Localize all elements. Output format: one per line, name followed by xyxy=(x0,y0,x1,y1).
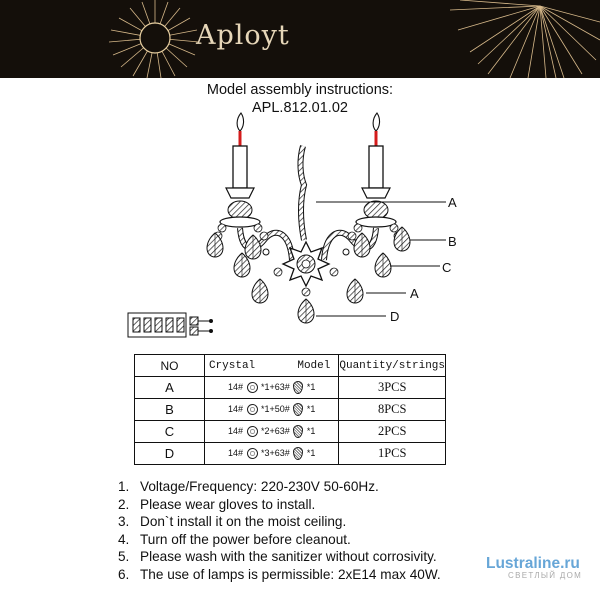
row-model xyxy=(204,443,338,465)
header-crystal-model xyxy=(204,355,338,377)
crystal-count: *1+50# xyxy=(261,403,290,414)
table-row xyxy=(135,443,446,465)
instruction-text: Don`t install it on the moist ceiling. xyxy=(140,514,347,530)
list-item: 2. Please wear gloves to install. xyxy=(118,496,316,512)
row-model xyxy=(204,377,338,399)
row-no: C xyxy=(135,421,205,443)
list-item: 4. Turn off the power before cleanout. xyxy=(118,531,351,547)
part-label-d: D xyxy=(390,309,400,324)
wiring-diagram xyxy=(128,313,213,337)
instruction-list xyxy=(118,478,441,584)
part-label-b: B xyxy=(448,234,457,249)
instruction-text: The use of lamps is permissible: 2xE14 max 40W. xyxy=(140,566,441,582)
drop-crystal-icon xyxy=(293,381,303,394)
part-label-a-bottom: A xyxy=(410,286,419,301)
octagon-crystal-icon xyxy=(247,382,258,393)
table-row xyxy=(135,421,446,443)
header-model: Model xyxy=(297,359,331,372)
list-item: 3. Don`t install it on the moist ceiling. xyxy=(118,514,347,530)
list-item: 6. The use of lamps is permissible: 2xE14 max 40W. xyxy=(118,566,441,582)
row-no: A xyxy=(135,377,205,399)
page-title: Model assembly instructions: xyxy=(206,82,394,98)
drop-crystal-icon xyxy=(293,425,303,438)
drop-count: *1 xyxy=(306,447,316,458)
crystal-count: *3+63# xyxy=(261,447,290,458)
drop-count: *1 xyxy=(306,425,316,436)
crystal-size: 14# xyxy=(227,403,243,414)
header-crystal: Crystal xyxy=(208,359,256,372)
crystal-table xyxy=(134,354,446,465)
row-quantity: 8PCS xyxy=(339,399,446,421)
instruction-text: Please wear gloves to install. xyxy=(140,496,316,512)
row-model xyxy=(204,399,338,421)
crystal-size: 14# xyxy=(227,381,243,392)
crystal-count: *1+63# xyxy=(261,381,290,392)
drop-crystal-icon xyxy=(293,447,303,460)
header-no: NO xyxy=(135,355,205,377)
row-quantity: 1PCS xyxy=(339,443,446,465)
table-row xyxy=(135,377,446,399)
part-label-c: C xyxy=(442,260,452,275)
brand-name: Aployt xyxy=(196,20,290,51)
row-quantity: 2PCS xyxy=(339,421,446,443)
crystal-count: *2+63# xyxy=(261,425,290,436)
table-row xyxy=(135,399,446,421)
drop-count: *1 xyxy=(306,381,316,392)
row-no: D xyxy=(135,443,205,465)
row-no: B xyxy=(135,399,205,421)
table-header-row xyxy=(135,355,446,377)
row-quantity: 3PCS xyxy=(339,377,446,399)
octagon-crystal-icon xyxy=(247,448,258,459)
octagon-crystal-icon xyxy=(247,404,258,415)
drop-crystal-icon xyxy=(293,403,303,416)
watermark-text: Lustraline.ru xyxy=(486,555,580,572)
header-quantity: Quantity/strings xyxy=(339,355,446,377)
model-number: APL.812.01.02 xyxy=(252,100,348,116)
instruction-text: Please wash with the sanitizer without corrosivity. xyxy=(140,549,437,565)
watermark-subtext: СВЕТЛЫЙ ДОМ xyxy=(508,571,583,580)
crystal-size: 14# xyxy=(227,447,243,458)
watermark-logo xyxy=(486,555,582,580)
instruction-text: Voltage/Frequency: 220-230V 50-60Hz. xyxy=(140,479,379,494)
crystal-size: 14# xyxy=(227,425,243,436)
list-item: 1. Voltage/Frequency: 220-230V 50-60Hz. xyxy=(118,479,379,494)
list-item: 5. Please wash with the sanitizer without corrosivity. xyxy=(118,549,437,565)
drop-count: *1 xyxy=(306,403,316,414)
part-label-a-top: A xyxy=(448,195,457,210)
instruction-text: Turn off the power before cleanout. xyxy=(140,531,351,547)
octagon-crystal-icon xyxy=(247,426,258,437)
row-model xyxy=(204,421,338,443)
